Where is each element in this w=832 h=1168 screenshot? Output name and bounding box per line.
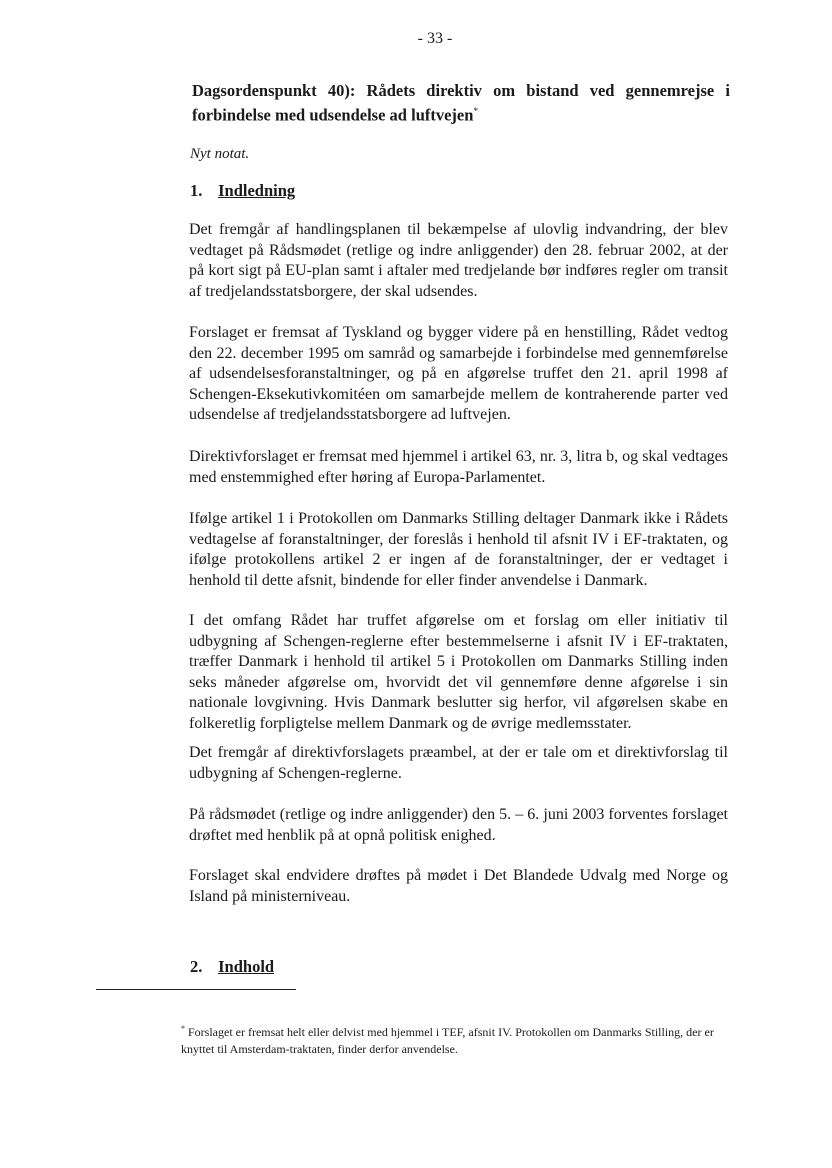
agenda-title: [192, 80, 730, 126]
section-number: 2.: [190, 957, 203, 976]
footnote: [181, 1020, 729, 1058]
section-heading-indhold: [190, 957, 274, 977]
section-title: Indledning: [218, 181, 296, 200]
paragraph-2: Forslaget er fremsat af Tyskland og bygger videre på en henstilling, Rådet vedtog den 22. december 1995 om samråd og samarbejde i forbindelse med gennemførelse af udsendelsesforanstaltninger, og på en afgørelse truffet den 21. april 1998 af Schengen-Eksekutivkomitéen om samarbejde mellem de kontraherende parter ved udsendelse af tredjelandsstatsborgere ad luftvejen.: [189, 324, 728, 423]
section-heading-indledning: [190, 181, 295, 201]
paragraph-6: Det fremgår af direktivforslagets præambel, at der er tale om et direktivforslag til udbygning af Schengen-reglerne.: [189, 744, 728, 782]
paragraph-7: På rådsmødet (retlige og indre anliggender) den 5. – 6. juni 2003 forventes forslaget drøftet med henblik på at opnå politisk enighed.: [189, 806, 728, 844]
footnote-text: Forslaget er fremsat helt eller delvist med hjemmel i TEF, afsnit IV. Protokollen om Danmarks Stilling, der er knyttet til Amsterdam-traktaten, finder derfor anvendelse.: [181, 1025, 714, 1056]
paragraph-8: Forslaget skal endvidere drøftes på mødet i Det Blandede Udvalg med Norge og Island på ministerniveau.: [189, 867, 728, 905]
footnote-mark: *: [181, 1024, 185, 1033]
note-label: Nyt notat.: [190, 146, 250, 162]
page-number: - 33 -: [417, 30, 453, 47]
section-number: 1.: [190, 181, 203, 200]
agenda-title-text: Dagsordenspunkt 40): Rådets direktiv om bistand ved gennemrejse i forbindelse med udsendelse ad luftvejen: [192, 81, 730, 125]
paragraph-3: Direktivforslaget er fremsat med hjemmel i artikel 63, nr. 3, litra b, og skal vedtages med enstemmighed efter høring af Europa-Parlamentet.: [189, 448, 728, 486]
paragraph-5: I det omfang Rådet har truffet afgørelse om et forslag om eller initiativ til udbygning af Schengen-reglerne efter bestemmelserne i afsnit IV i EF-traktaten, træffer Danmark i henhold til artikel 5 i Protokollen om Danmarks Stilling inden seks måneder afgørelse om, hvorvidt det vil gennemføre denne afgørelse i sin nationale lovgivning. Hvis Danmark beslutter sig herfor, vil afgørelsen skabe en folkeretlig forpligtelse mellem Danmark og de øvrige medlemsstater.: [189, 612, 728, 732]
paragraph-1: Det fremgår af handlingsplanen til bekæmpelse af ulovlig indvandring, der blev vedtaget på Rådsmødet (retlige og indre anliggender) den 28. februar 2002, at der på kort sigt på EU-plan samt i aftaler med tredjelande bør indføres regler om transit af tredjelandsstatsborgere, der skal udsendes.: [189, 221, 728, 300]
footnote-divider: [96, 989, 296, 990]
paragraph-4: Ifølge artikel 1 i Protokollen om Danmarks Stilling deltager Danmark ikke i Rådets vedtagelse af foranstaltninger, der foreslås i henhold til afsnit IV i EF-traktaten, og ifølge protokollens artikel 2 er ingen af de foranstaltninger, der er vedtaget i henhold til dette afsnit, bindende for eller finder anvendelse i Danmark.: [189, 510, 728, 589]
agenda-footnote-mark: *: [473, 106, 478, 116]
section-title: Indhold: [218, 957, 275, 976]
